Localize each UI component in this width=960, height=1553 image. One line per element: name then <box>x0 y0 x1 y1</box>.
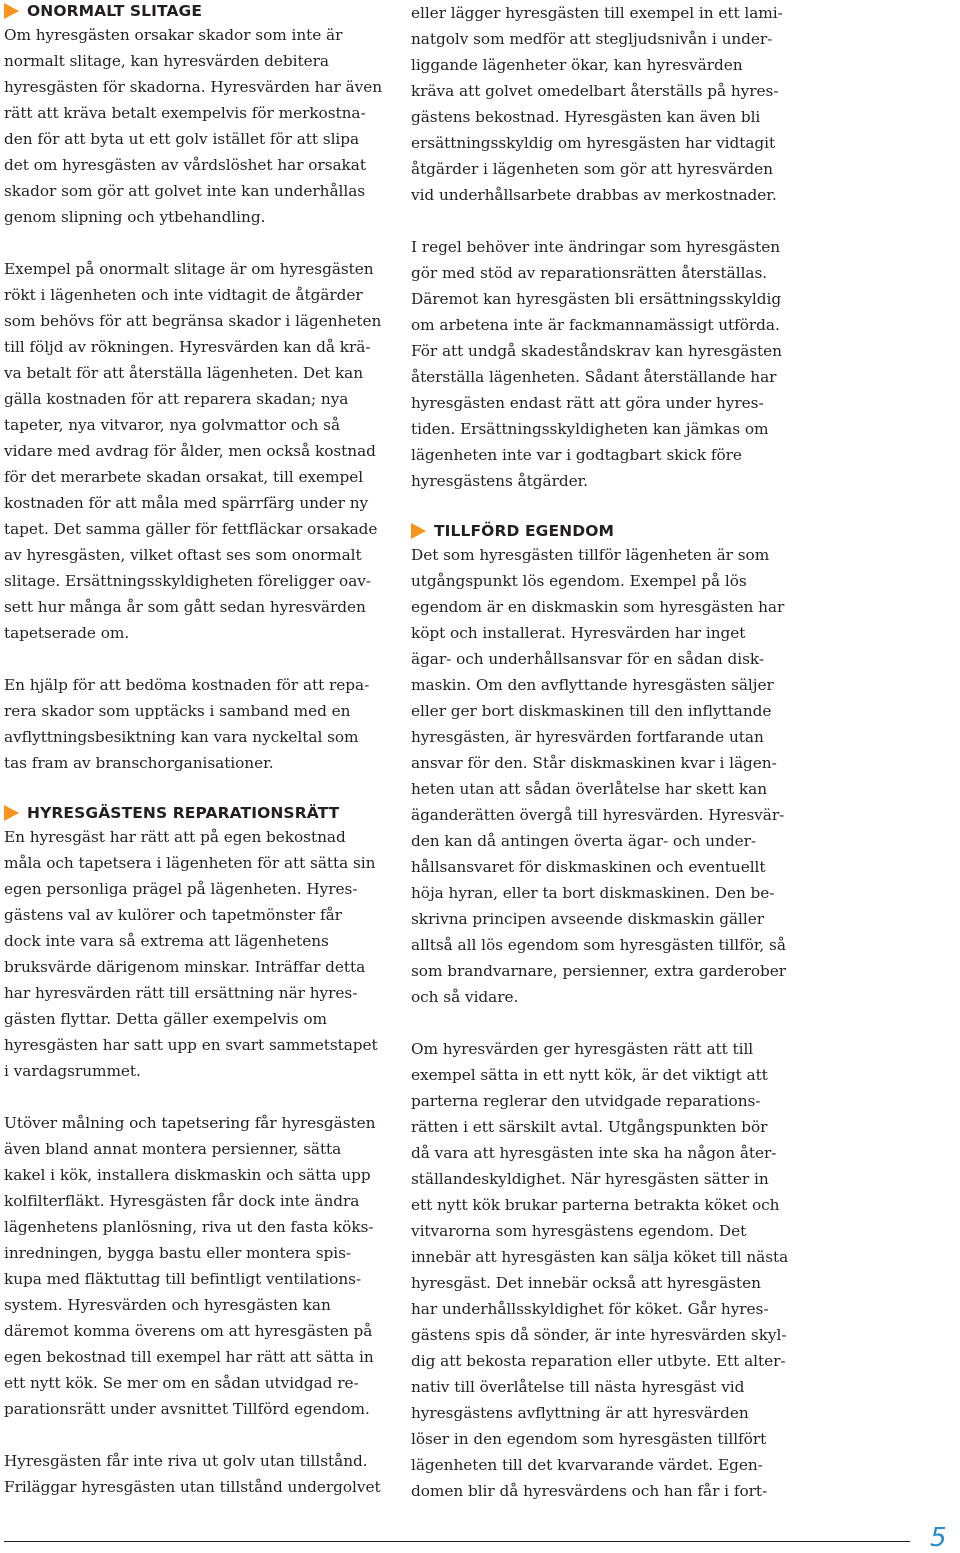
text-line: egen personliga prägel på lägenheten. Hyres- <box>4 880 358 898</box>
text-line: rätten i ett särskilt avtal. Utgångspunkten bör <box>411 1118 768 1136</box>
paragraph-gap <box>411 494 803 520</box>
text-line: återställa lägenheten. Sådant återställande har <box>411 368 777 386</box>
text-line: av hyresgästen, vilket oftast ses som onormalt <box>4 546 362 564</box>
text-line: lägenhetens planlösning, riva ut den fasta köks- <box>4 1218 374 1236</box>
paragraph-gap <box>411 208 803 234</box>
text-line: eller ger bort diskmaskinen till den inflyttande <box>411 702 772 720</box>
text-line: gälla kostnaden för att reparera skadan; nya <box>4 390 349 408</box>
text-line: För att undgå skadeståndskrav kan hyresgästen <box>411 342 782 360</box>
text-line: gästens bekostnad. Hyresgästen kan även bli <box>411 108 761 126</box>
left-column <box>4 0 396 1500</box>
section-heading <box>4 0 396 22</box>
text-line: hyresgästen, är hyresvärden fortfarande utan <box>411 728 764 746</box>
paragraph <box>4 256 396 646</box>
text-line: som brandvarnare, persienner, extra garderober <box>411 962 787 980</box>
paragraph-gap <box>411 1010 803 1036</box>
text-line: kolfilterfläkt. Hyresgästen får dock inte ändra <box>4 1192 360 1210</box>
section-heading <box>411 520 803 542</box>
text-line: inredningen, bygga bastu eller montera spis- <box>4 1244 352 1262</box>
text-line: tas fram av branschorganisationer. <box>4 754 274 772</box>
text-line: köpt och installerat. Hyresvärden har inget <box>411 624 746 642</box>
text-line: hyresgästen har satt upp en svart sammetstapet <box>4 1036 378 1054</box>
text-line: den för att byta ut ett golv istället för att slipa <box>4 130 360 148</box>
page-number: 5 <box>930 1523 947 1553</box>
paragraph <box>4 824 396 1084</box>
text-line: avflyttningsbesiktning kan vara nyckeltal som <box>4 728 359 746</box>
text-line: lägenheten inte var i godtagbart skick före <box>411 446 742 464</box>
text-line: utgångspunkt lös egendom. Exempel på lös <box>411 572 747 590</box>
text-line: En hjälp för att bedöma kostnaden för att repa- <box>4 676 370 694</box>
text-line: om arbetena inte är fackmannamässigt utförda. <box>411 316 780 334</box>
text-line: dock inte vara så extrema att lägenhetens <box>4 932 329 950</box>
right-column <box>411 0 803 1504</box>
heading-text: HYRESGÄSTENS REPARATIONSRÄTT <box>27 804 340 822</box>
text-line: äganderätten övergå till hyresvärden. Hyresvär- <box>411 806 785 824</box>
text-line: däremot komma överens om att hyresgästen på <box>4 1322 373 1340</box>
text-line: Friläggar hyresgästen utan tillstånd undergolvet <box>4 1478 381 1496</box>
text-line: kupa med fläktuttag till befintligt ventilations- <box>4 1270 362 1288</box>
paragraph <box>411 0 803 208</box>
paragraph-gap <box>4 776 396 802</box>
text-line: ett nytt kök brukar parterna betrakta köket och <box>411 1196 780 1214</box>
text-line: hyresgästens åtgärder. <box>411 472 588 490</box>
text-line: ställandeskyldighet. När hyresgästen sätter in <box>411 1170 769 1188</box>
text-line: rätt att kräva betalt exempelvis för merkostna- <box>4 104 366 122</box>
text-line: det om hyresgästen av vårdslöshet har orsakat <box>4 156 366 174</box>
text-line: egen bekostnad till exempel har rätt att sätta in <box>4 1348 374 1366</box>
text-line: vid underhållsarbete drabbas av merkostnader. <box>411 186 777 204</box>
text-line: Om hyresvärden ger hyresgästen rätt att till <box>411 1040 754 1058</box>
text-line: tapeter, nya vitvaror, nya golvmattor och så <box>4 416 341 434</box>
text-line: skrivna principen avseende diskmaskin gäller <box>411 910 764 928</box>
text-line: En hyresgäst har rätt att på egen bekostnad <box>4 828 346 846</box>
text-line: hyresgästen endast rätt att göra under hyres- <box>411 394 764 412</box>
paragraph <box>4 1110 396 1422</box>
text-line: har underhållsskyldighet för köket. Går hyres- <box>411 1300 769 1318</box>
paragraph <box>4 22 396 230</box>
triangle-bullet-icon <box>411 523 426 539</box>
heading-text: TILLFÖRD EGENDOM <box>434 522 614 540</box>
text-line: för det merarbete skadan orsakat, till exempel <box>4 468 364 486</box>
text-line: Det som hyresgästen tillför lägenheten är som <box>411 546 770 564</box>
text-line: dig att bekosta reparation eller utbyte. Ett alter- <box>411 1352 786 1370</box>
text-line: heten utan att sådan överlåtelse har skett kan <box>411 780 768 798</box>
text-line: exempel sätta in ett nytt kök, är det viktigt att <box>411 1066 768 1084</box>
text-line: parationsrätt under avsnittet Tillförd egendom. <box>4 1400 370 1418</box>
text-line: hyresgästens avflyttning är att hyresvärden <box>411 1404 749 1422</box>
text-line: nativ till överlåtelse till nästa hyresgäst vid <box>411 1378 745 1396</box>
paragraph-gap <box>4 230 396 256</box>
text-line: alltså all lös egendom som hyresgästen tillför, så <box>411 936 786 954</box>
paragraph-gap <box>4 1422 396 1448</box>
text-line: gästens spis då sönder, är inte hyresvärden skyl- <box>411 1326 787 1344</box>
section-heading <box>4 802 396 824</box>
text-line: vitvarorna som hyresgästens egendom. Det <box>411 1222 747 1240</box>
text-line: ett nytt kök. Se mer om en sådan utvidgad re- <box>4 1374 359 1392</box>
text-line: maskin. Om den avflyttande hyresgästen säljer <box>411 676 774 694</box>
text-line: tapetserade om. <box>4 624 130 642</box>
text-line: lägenheten till det kvarvarande värdet. Egen- <box>411 1456 763 1474</box>
text-line: hållsansvaret för diskmaskinen och eventuellt <box>411 858 766 876</box>
text-line: Utöver målning och tapetsering får hyresgästen <box>4 1114 376 1132</box>
footer-rule <box>4 1541 910 1542</box>
text-line: ansvar för den. Står diskmaskinen kvar i lägen- <box>411 754 777 772</box>
text-line: eller lägger hyresgästen till exempel in ett lami- <box>411 4 783 22</box>
paragraph-gap <box>4 1084 396 1110</box>
text-line: liggande lägenheter ökar, kan hyresvärden <box>411 56 743 74</box>
paragraph <box>411 234 803 494</box>
text-line: Om hyresgästen orsakar skador som inte är <box>4 26 343 44</box>
text-line: va betalt för att återställa lägenheten. Det kan <box>4 364 364 382</box>
text-line: parterna reglerar den utvidgade reparations- <box>411 1092 761 1110</box>
text-line: innebär att hyresgästen kan sälja köket till nästa <box>411 1248 789 1266</box>
text-line: hyresgästen för skadorna. Hyresvärden har även <box>4 78 383 96</box>
text-line: kräva att golvet omedelbart återställs på hyres- <box>411 82 779 100</box>
text-line: åtgärder i lägenheten som gör att hyresvärden <box>411 160 773 178</box>
text-line: rera skador som upptäcks i samband med en <box>4 702 351 720</box>
text-line: sett hur många år som gått sedan hyresvärden <box>4 598 366 616</box>
text-line: gästens val av kulörer och tapetmönster får <box>4 906 342 924</box>
text-line: normalt slitage, kan hyresvärden debitera <box>4 52 329 70</box>
paragraph <box>411 1036 803 1504</box>
triangle-bullet-icon <box>4 3 19 19</box>
paragraph <box>4 672 396 776</box>
text-line: löser in den egendom som hyresgästen tillfört <box>411 1430 767 1448</box>
text-line: har hyresvärden rätt till ersättning när hyres- <box>4 984 358 1002</box>
text-line: bruksvärde därigenom minskar. Inträffar detta <box>4 958 366 976</box>
text-line: även bland annat montera persienner, sätta <box>4 1140 342 1158</box>
paragraph <box>411 542 803 1010</box>
text-line: natgolv som medför att stegljudsnivån i under- <box>411 30 773 48</box>
text-line: tapet. Det samma gäller för fettfläckar orsakade <box>4 520 378 538</box>
text-line: den kan då antingen överta ägar- och under- <box>411 832 756 850</box>
text-line: system. Hyresvärden och hyresgästen kan <box>4 1296 331 1314</box>
text-line: egendom är en diskmaskin som hyresgästen har <box>411 598 785 616</box>
text-line: måla och tapetsera i lägenheten för att sätta sin <box>4 854 376 872</box>
text-line: tiden. Ersättningsskyldigheten kan jämkas om <box>411 420 769 438</box>
text-line: vidare med avdrag för ålder, men också kostnad <box>4 442 376 460</box>
text-line: och så vidare. <box>411 988 519 1006</box>
paragraph <box>4 1448 396 1500</box>
triangle-bullet-icon <box>4 805 19 821</box>
text-line: gästen flyttar. Detta gäller exempelvis om <box>4 1010 327 1028</box>
text-line: ägar- och underhållsansvar för en sådan disk- <box>411 650 764 668</box>
text-line: hyresgäst. Det innebär också att hyresgästen <box>411 1274 761 1292</box>
text-line: höja hyran, eller ta bort diskmaskinen. Den be- <box>411 884 775 902</box>
heading-text: ONORMALT SLITAGE <box>27 2 203 20</box>
text-line: gör med stöd av reparationsrätten återställas. <box>411 264 768 282</box>
text-line: i vardagsrummet. <box>4 1062 141 1080</box>
text-line: Däremot kan hyresgästen bli ersättningsskyldig <box>411 290 782 308</box>
text-line: till följd av rökningen. Hyresvärden kan då krä- <box>4 338 371 356</box>
text-line: rökt i lägenheten och inte vidtagit de åtgärder <box>4 286 363 304</box>
text-line: som behövs för att begränsa skador i lägenheten <box>4 312 382 330</box>
text-line: ersättningsskyldig om hyresgästen har vidtagit <box>411 134 776 152</box>
text-line: Hyresgästen får inte riva ut golv utan tillstånd. <box>4 1452 368 1470</box>
text-line: då vara att hyresgästen inte ska ha någon åter- <box>411 1144 777 1162</box>
text-line: kostnaden för att måla med spärrfärg under ny <box>4 494 369 512</box>
text-line: Exempel på onormalt slitage är om hyresgästen <box>4 260 374 278</box>
text-line: I regel behöver inte ändringar som hyresgästen <box>411 238 781 256</box>
text-line: domen blir då hyresvärdens och han får i fort- <box>411 1482 768 1500</box>
text-line: skador som gör att golvet inte kan underhållas <box>4 182 366 200</box>
paragraph-gap <box>4 646 396 672</box>
text-line: genom slipning och ytbehandling. <box>4 208 266 226</box>
text-line: kakel i kök, installera diskmaskin och sätta upp <box>4 1166 371 1184</box>
text-line: slitage. Ersättningsskyldigheten föreligger oav- <box>4 572 371 590</box>
